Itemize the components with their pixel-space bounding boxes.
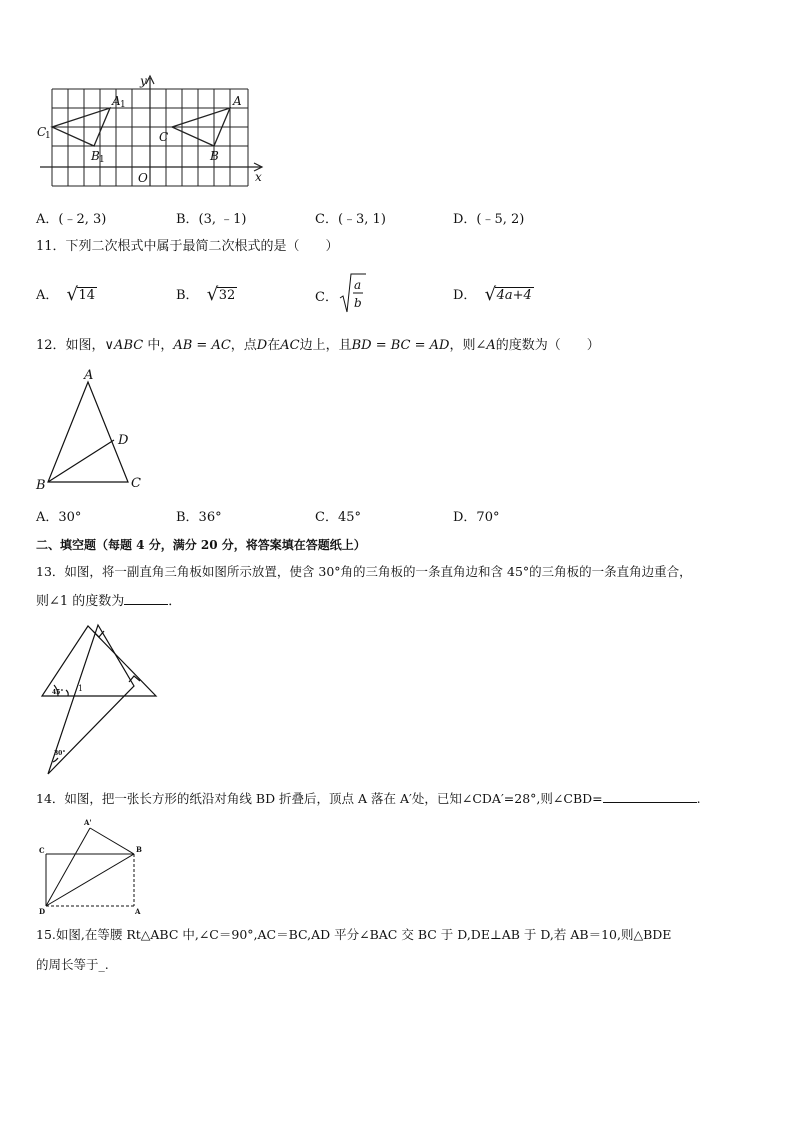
q13-line-1: 13．如图，将一副直角三角板如图所示放置，使含 30°角的三角板的一条直角边和含 45°的三角板的一条直角边重合， — [36, 564, 692, 579]
q11-option-d-radicand: 4a+4 — [496, 288, 532, 303]
q12-triangle: ∨ABC — [104, 338, 144, 353]
q10-option-b[interactable]: B．(3, ﹣1) — [176, 212, 247, 227]
q13-line-2 — [36, 592, 181, 611]
q13-label-45: 45° — [52, 689, 64, 696]
q10-label-c1: C — [37, 125, 47, 139]
q11-option-d[interactable]: D． √ 4a+4 — [453, 284, 532, 305]
q12-label-c: C — [131, 476, 141, 491]
q12-label-d: D — [118, 433, 129, 448]
q10-option-d[interactable]: D．(﹣5, 2) — [453, 212, 525, 227]
q10-label-a: A — [233, 94, 242, 108]
q15-line-1: 15.如图,在等腰 Rt△ABC 中,∠C＝90°,AC＝BC,AD 平分∠BAC 交 BC 于 D,DE⊥AB 于 D,若 AB＝10,则△BDE — [36, 927, 672, 942]
q11-option-c-numerator: a — [354, 278, 362, 292]
q11-option-b-letter: B． — [176, 288, 199, 303]
q11-option-a[interactable]: A． √ 14 — [36, 284, 96, 305]
q12-option-c[interactable]: C．45° — [315, 510, 361, 525]
q12-stem-mid1: 中， — [143, 338, 174, 353]
q10-label-a1: A — [112, 94, 121, 108]
q11-option-a-radicand: 14 — [78, 288, 96, 303]
section-2-title: 二、填空题（每题 4 分，满分 20 分，将答案填在答题纸上） — [36, 538, 366, 552]
q12-condition-2: BD = BC = AD — [351, 338, 450, 353]
q12-stem-mid5: ，则 — [449, 338, 476, 353]
q14-folded-rectangle-figure — [36, 814, 148, 916]
q13-label-30: 30° — [54, 750, 66, 757]
q13-line-2-prefix: 则∠1 的度数为 — [36, 594, 125, 609]
q11-option-c-letter: C． — [315, 290, 338, 305]
q10-label-c1-sub: 1 — [45, 131, 51, 141]
q14-label-c: C — [39, 846, 45, 855]
q14-label-d: D — [39, 907, 46, 916]
q13-line-2-suffix: ． — [168, 594, 182, 609]
q13-triangles-figure — [36, 618, 166, 780]
q12-side: AC — [280, 338, 300, 353]
q11-stem: 11．下列二次根式中属于最简二次根式的是（ ） — [36, 239, 339, 254]
q11-option-a-letter: A． — [36, 288, 59, 303]
q12-stem — [36, 337, 600, 355]
q12-triangle-figure — [30, 364, 150, 496]
q10-label-b1-sub: 1 — [99, 155, 105, 165]
q12-option-a[interactable]: A．30° — [36, 510, 82, 525]
q12-label-b: B — [36, 478, 46, 493]
q12-stem-mid2: ，点 — [230, 338, 257, 353]
q10-coordinate-figure — [34, 74, 274, 192]
q14-label-b: B — [136, 845, 142, 854]
q11-option-c-denominator: b — [354, 296, 362, 310]
q14-answer-blank[interactable] — [603, 790, 697, 803]
q11-option-d-letter: D． — [453, 288, 477, 303]
q12-angle: ∠A — [475, 338, 496, 353]
q10-label-o: O — [138, 171, 148, 185]
q10-label-c: C — [159, 130, 169, 144]
q10-label-b1: B — [91, 149, 100, 163]
q11-option-c-fraction — [338, 272, 368, 316]
q12-option-d[interactable]: D．70° — [453, 510, 500, 525]
q14-text — [36, 790, 701, 808]
q11-option-b-radicand: 32 — [218, 288, 236, 303]
q14-label-a: A — [135, 907, 141, 916]
q12-stem-mid3: 在 — [267, 338, 281, 353]
q15-line-2: 的周长等于_. — [36, 957, 109, 972]
q12-option-b[interactable]: B．36° — [176, 510, 222, 525]
q12-stem-prefix: 12．如图， — [36, 338, 105, 353]
q10-label-x: x — [255, 170, 262, 184]
q12-stem-suffix: 的度数为（ ） — [495, 338, 600, 353]
q10-option-c[interactable]: C．(﹣3, 1) — [315, 212, 386, 227]
q12-stem-mid4: 边上，且 — [299, 338, 352, 353]
q10-label-b: B — [210, 149, 219, 163]
q12-label-a: A — [84, 368, 94, 383]
q14-text-prefix: 14．如图，把一张长方形的纸沿对角线 BD 折叠后，顶点 A 落在 A′处，已知∠CDA′=28°,则∠CBD= — [36, 791, 603, 806]
q11-option-b[interactable]: B． √ 32 — [176, 284, 236, 305]
q12-condition-1: AB = AC — [173, 338, 231, 353]
q10-label-a1-sub: 1 — [120, 100, 126, 110]
q10-label-y: y — [140, 74, 147, 88]
q11-option-c[interactable] — [315, 284, 338, 303]
q10-option-a[interactable]: A．(﹣2, 3) — [36, 212, 107, 227]
q13-answer-blank[interactable] — [124, 592, 168, 605]
q12-point: D — [256, 338, 268, 353]
q14-text-suffix: . — [696, 791, 701, 806]
q14-label-a-prime: A' — [84, 818, 92, 827]
q13-label-angle-1: 1 — [78, 684, 84, 693]
